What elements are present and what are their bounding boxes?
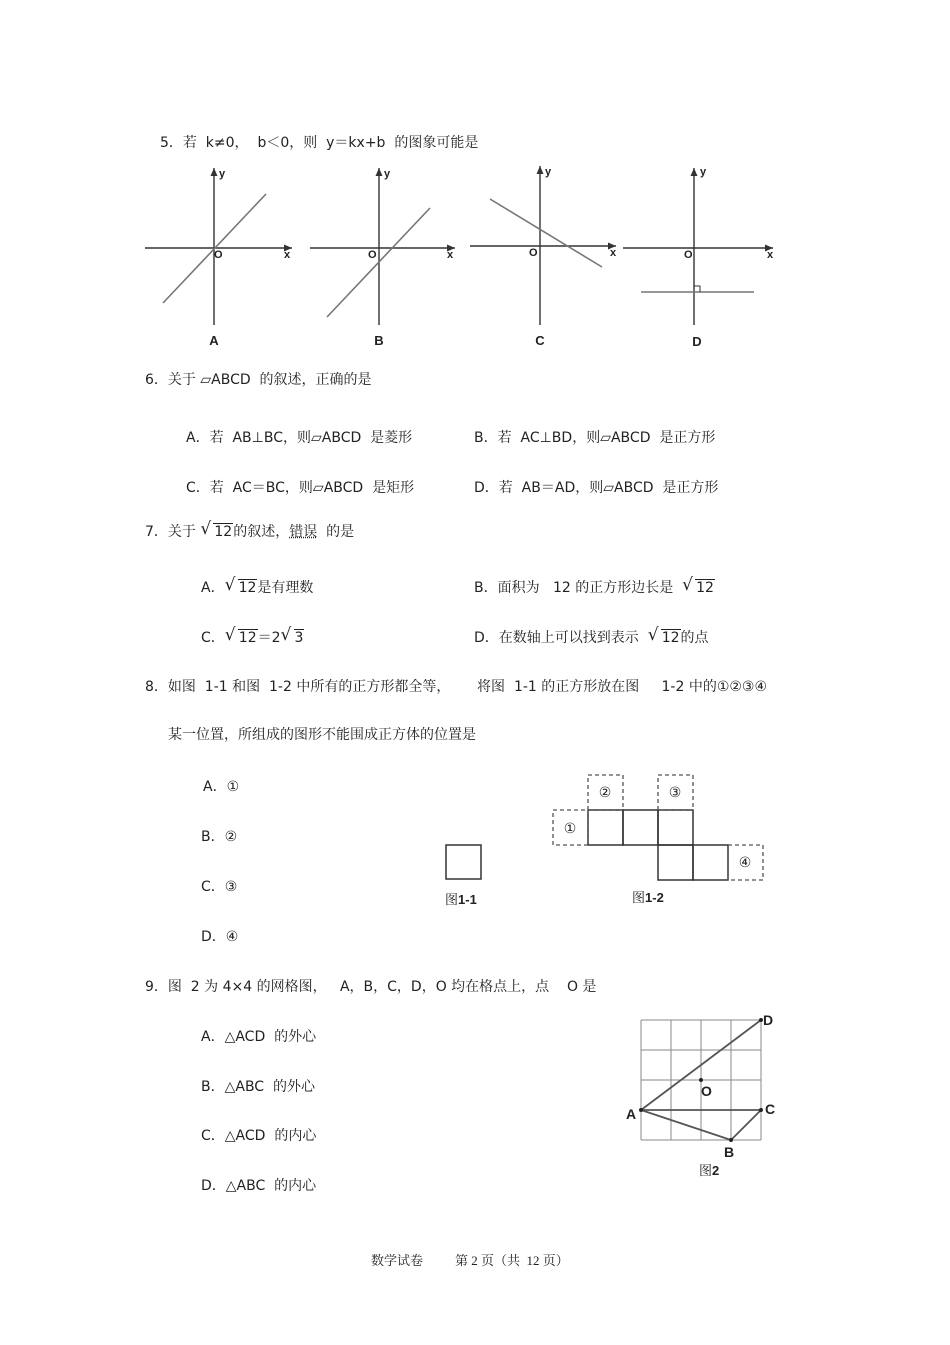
axis-y-label: y [219,168,226,180]
origin-label: O [529,247,538,259]
q9-option-d: D．△ABC 的内心 [201,1178,317,1194]
axis-y-label: y [545,166,552,178]
q6-stem: 6．关于 ▱ABCD 的叙述，正确的是 [145,372,372,388]
point-b [729,1138,733,1142]
label-b: B [724,1144,735,1160]
axis-x-label: x [284,249,291,261]
q9-stem: 9．图 2 为 4×4 的网格图， A，B，C，D，O 均在格点上，点 O 是 [145,979,597,995]
q6-option-a: A．若 AB⊥BC，则▱ABCD 是菱形 [186,430,413,446]
q7-stem: 7．关于 √ 12的叙述，错误 的是 [145,523,354,541]
segment-bc [731,1110,761,1140]
label-o: O [701,1083,712,1099]
sqrt-12: √ 12 [200,523,233,541]
q6-option-c: C．若 AC＝BC，则▱ABCD 是矩形 [186,480,415,496]
label-c: C [765,1101,776,1117]
q6-option-d: D．若 AB＝AD，则▱ABCD 是正方形 [474,480,719,496]
position-4-label: ④ [738,854,752,870]
q8-option-b: B．② [201,829,238,845]
origin-label: O [684,249,693,261]
parallelogram-icon: ▱ [311,430,322,446]
parallelogram-icon: ▱ [603,480,615,496]
point-o [699,1078,703,1082]
q9-option-b: B．△ABC 的外心 [201,1079,315,1095]
footer-subject: 数学试卷 [371,1253,424,1268]
fig1-1-caption: 图1-1 [445,892,477,907]
position-3-label: ③ [668,784,682,800]
fig1-2-caption: 图1-2 [632,890,664,905]
q9-option-a: A．△ACD 的外心 [201,1029,317,1045]
axis-x-label: x [610,247,617,259]
q7-option-c: C．√ 12＝2√ 3 [201,629,304,647]
q7-option-d: D．在数轴上可以找到表示 √ 12的点 [474,629,709,647]
q7-option-b: B．面积为 12 的正方形边长是 √ 12 [474,579,715,597]
position-1-label: ① [563,820,577,836]
axis-x-label: x [447,249,454,261]
q8-option-c: C．③ [201,879,238,895]
graph-d-label: D [692,334,702,349]
origin-label: O [214,249,223,261]
point-a [639,1108,643,1112]
label-a: A [626,1106,637,1122]
graph-a-label: A [209,333,219,348]
q5-stem: 5．若 k≠0， b＜0，则 y＝kx+b 的图象可能是 [160,135,479,151]
axis-y-label: y [700,166,707,178]
point-c [759,1108,763,1112]
q7-option-a: A．√ 12是有理数 [201,579,313,597]
q8-stem-line2: 某一位置，所组成的图形不能围成正方体的位置是 [168,727,476,743]
fig2-caption: 图2 [699,1163,720,1178]
label-d: D [763,1012,774,1028]
q8-stem-line1: 8．如图 1-1 和图 1-2 中所有的正方形都全等， 将图 1-1 的正方形放在图 1-2 中的①②③④ [145,679,768,695]
parallelogram-icon: ▱ [312,480,324,496]
graph-c-label: C [535,333,545,348]
axis-y-label: y [384,168,391,180]
q6-option-b: B．若 AC⊥BD，则▱ABCD 是正方形 [474,430,716,446]
origin-label: O [368,249,377,261]
segment-ab [641,1110,731,1140]
parallelogram-icon: ▱ [600,430,611,446]
q8-option-a: A．① [203,779,240,795]
q8-option-d: D．④ [201,929,239,945]
q9-option-c: C．△ACD 的内心 [201,1128,317,1144]
position-2-label: ② [598,784,612,800]
graph-b-label: B [374,333,384,348]
parallelogram-icon: ▱ [200,372,212,388]
axis-x-label: x [767,249,774,261]
footer-page-number: 第 2 页（共 12 页） [455,1253,569,1268]
